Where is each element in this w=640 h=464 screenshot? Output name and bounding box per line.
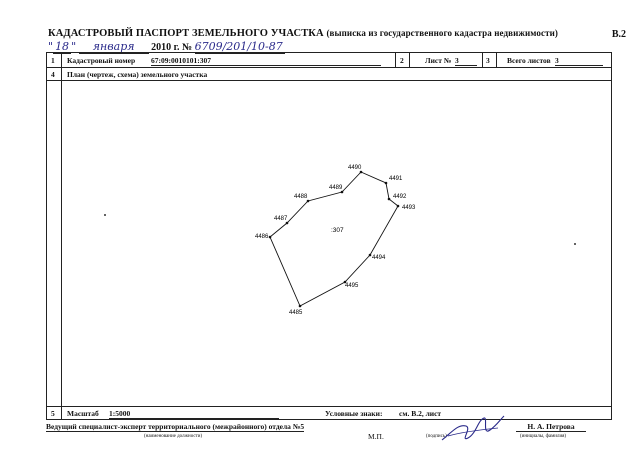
boundary-point [269, 236, 272, 239]
row5-number: 5 [51, 409, 55, 418]
title-main: КАДАСТРОВЫЙ ПАСПОРТ ЗЕМЕЛЬНОГО УЧАСТКА [48, 28, 324, 39]
parcel-boundary [270, 172, 398, 306]
footer [46, 422, 626, 462]
col3-number: 3 [486, 56, 490, 65]
stray-dot [574, 243, 576, 245]
boundary-point [385, 182, 388, 185]
legend-value: см. В.2, лист [399, 409, 442, 418]
boundary-point-label: 4485 [289, 310, 303, 316]
boundary-point-label: 4492 [393, 194, 407, 200]
number-sign: № [182, 42, 193, 53]
row4-number: 4 [51, 70, 55, 79]
cadastral-number-label: Кадастровый номер [67, 56, 136, 65]
signature-icon [438, 414, 508, 448]
date-quote-close: " [71, 40, 77, 53]
signer-name: Н. А. Петрова [516, 422, 586, 432]
doc-number: 6709/201/10-87 [194, 40, 283, 53]
date-day: 18 [55, 40, 70, 53]
boundary-point-label: 4489 [329, 185, 343, 191]
section-code: В.2 [611, 29, 626, 40]
name-caption: (инициалы, фамилия) [520, 434, 567, 439]
total-sheets-value: 3 [555, 56, 603, 66]
boundary-point [341, 191, 344, 194]
year-suffix: г. [173, 42, 180, 53]
col2-number: 2 [400, 56, 404, 65]
boundary-point [360, 171, 363, 174]
boundary-point-label: 4493 [402, 205, 416, 211]
date-month: января [79, 40, 149, 54]
row1-number: 1 [51, 56, 55, 65]
boundary-point [286, 222, 289, 225]
boundary-point-label: 4487 [274, 216, 288, 222]
cadastral-number-value: 67:09:0010101:307 [151, 56, 381, 66]
position-caption: (наименование должности) [144, 434, 203, 439]
scale-label: Масштаб [67, 409, 99, 418]
sheet-label: Лист № [425, 56, 452, 65]
boundary-point-label: 4488 [294, 194, 308, 200]
scale-value: 1:5000 [109, 409, 279, 419]
parcel-label: :307 [331, 227, 344, 234]
boundary-point [299, 305, 302, 308]
boundary-point [397, 205, 400, 208]
boundary-point-label: 4486 [255, 234, 269, 240]
boundary-point-label: 4495 [345, 283, 359, 289]
stamp-mark: М.П. [368, 432, 384, 441]
legend-label: Условные знаки: [325, 409, 383, 418]
boundary-point [369, 254, 372, 257]
total-sheets-label: Всего листов [507, 56, 551, 65]
signature-caption: (подпись) [426, 434, 447, 439]
date-year: 2010 [151, 42, 172, 53]
boundary-point [307, 200, 310, 203]
boundary-point-label: 4494 [372, 255, 386, 261]
sheet-value: 3 [455, 56, 477, 66]
title-subtitle: (выписка из государственного кадастра недвижимости) [326, 28, 558, 38]
date-quote-open: " [48, 40, 54, 53]
position-title: Ведущий специалист-эксперт территориального (межрайонного) отдела №5 [46, 422, 305, 431]
plan-label: План (чертеж, схема) земельного участка [67, 70, 208, 79]
stray-dot [104, 214, 106, 216]
boundary-point [388, 198, 391, 201]
boundary-point-label: 4491 [389, 176, 403, 182]
boundary-point-label: 4490 [348, 165, 362, 171]
